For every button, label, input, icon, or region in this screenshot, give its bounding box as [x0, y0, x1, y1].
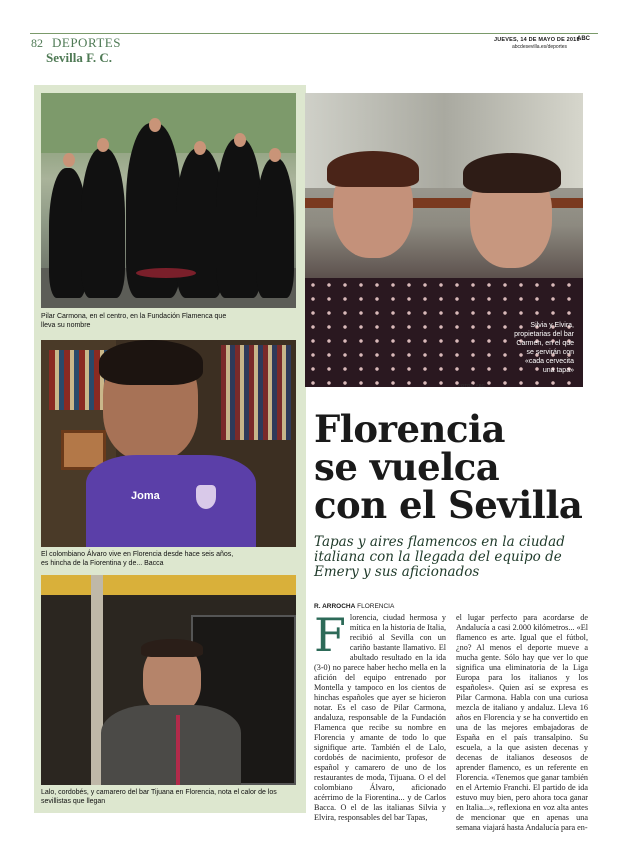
article-column-1: [314, 608, 446, 823]
byline-place: FLORENCIA: [357, 603, 395, 610]
article-text-1: lorencia, ciudad hermosa y mítica en la historia de Italia, recibió al Sevilla con un cariño bastante llamativo. El abultado resultado en la ida (3-0) no parece haber hecho mella en la afición del equipo entrenado por Montella y tampoco en los cientos de hinchas españoles que ayer se hicieron notar. Es el caso de Pilar Carmona, andaluza, responsable de la Fundación Flamenca que recibe su nombre en Florencia y amante de todo lo que signifique arte. También el de Lalo, cordobés de nacimiento, profesor de español y camarero de uno de los restaurantes de moda, Tijuana. O el del colombiano Álvaro, aficionado acérrimo de la Fiorentina... y de Carlos Bacca. O el de las italianas Silvia y Elvira, responsables del bar Tapas,: [314, 613, 446, 822]
byline-author: R. ARROCHA: [314, 603, 356, 610]
dropcap: F: [314, 608, 346, 662]
dancers-photo: [41, 93, 296, 308]
deck: Tapas y aires flamencos en la ciudad italiana con la llegada del equipo de Emery y sus aficionados: [314, 534, 565, 580]
headline: [314, 407, 583, 527]
article-column-2: el lugar perfecto para acordarse de Andalucía a casi 2.000 kilómetros... «El flamenco es arte. Igual que el fútbol, ¿no? Al menos el deporte mueve a mucha gente. Sólo hay que ver lo que significa una eliminatoria de la Liga Europa para los italianos y los españoles». Quien así se expresa es Pilar Carmona. Habla con una curiosa mezcla de italiano y andaluz. Lleva 16 años en Florencia y se ha convertido en una de las mejores embajadoras de España en el país transalpino. Su escuela, a la que asisten decenas y decenas de italianos deseosos de aprender flamenco, es un referente en Florencia. «Tenemos que ganar también en el Artemio Franchi. El partido de ida estuvo muy bien, pero ahora toca ganar en Italia...», reflexiona en voz alta antes de mencionar que en apenas una semana viajará hasta Andalucía para en-: [456, 613, 588, 832]
dateline: JUEVES, 14 DE MAYO DE 2015: [494, 37, 580, 43]
alvaro-caption: El colombiano Álvaro vive en Florencia desde hace seis años, es hincha de la Fiorentina y de... Bacca: [41, 551, 234, 567]
brand-logo: ABC: [577, 36, 590, 42]
headline-line-3: con el Sevilla: [314, 483, 583, 527]
lalo-caption: Lalo, cordobés, y camarero del bar Tijuana en Florencia, nota el calor de los sevillistas que llegan: [41, 789, 277, 805]
section-title: DEPORTES: [52, 35, 121, 50]
bar-owners-caption: Silvia y Elvira, propietarias del bar Carmen, en el que se servirán con «cada cervecita una tapa»: [514, 322, 574, 374]
alvaro-photo: [41, 340, 296, 547]
lalo-photo: [41, 575, 296, 785]
dancers-caption: Pilar Carmona, en el centro, en la Fundación Flamenca que lleva su nombre: [41, 313, 227, 329]
shirt-text: Joma: [131, 490, 160, 502]
bar-owners-photo: [305, 93, 583, 387]
subsection-title: Sevilla F. C.: [46, 50, 112, 65]
headline-line-1: Florencia: [314, 407, 505, 451]
section-url: abcdesevilla.es/deportes: [512, 44, 568, 50]
header-rule: [30, 33, 598, 34]
page-number: 82: [31, 36, 43, 50]
photo-credit: FOTOS: ABC: [458, 383, 485, 388]
headline-line-2: se vuelca: [314, 445, 500, 489]
